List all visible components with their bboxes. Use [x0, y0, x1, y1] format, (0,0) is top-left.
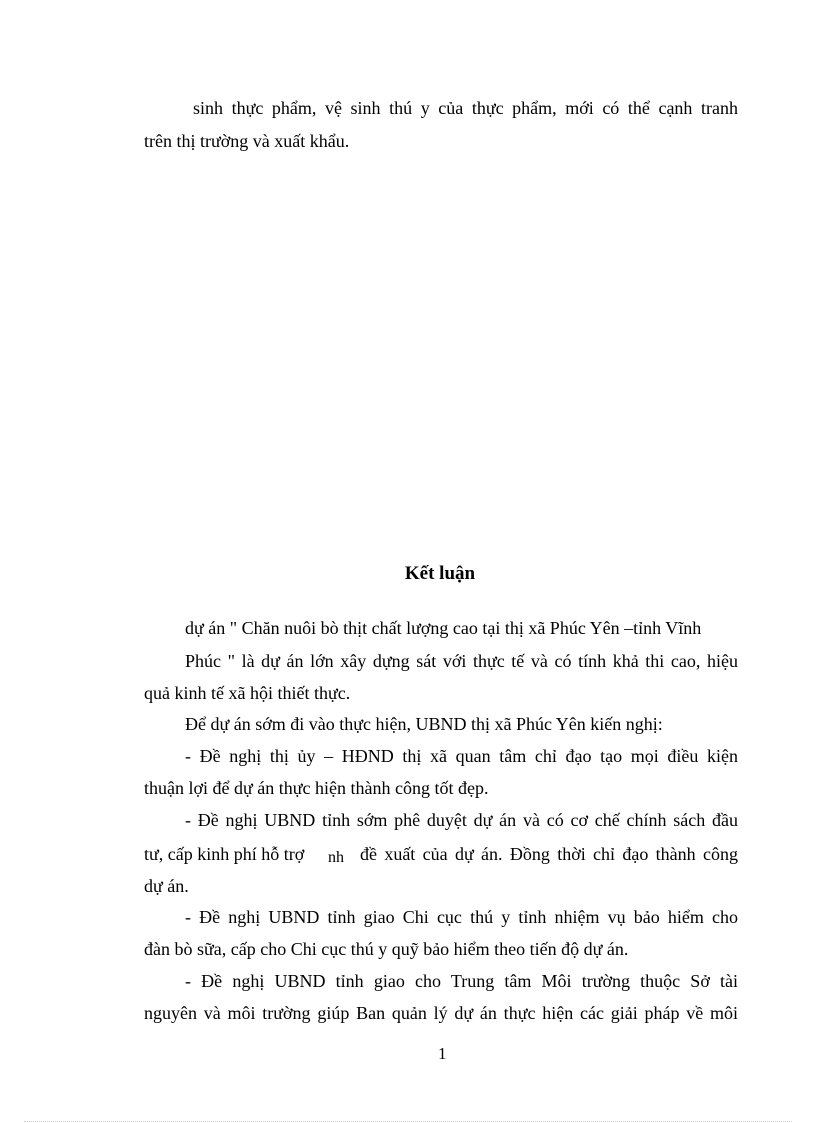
conclusion-p5-line-2: đàn bò sữa, cấp cho Chi cục thú y quỹ bảo hiểm theo tiến độ dự án. — [144, 939, 629, 959]
conclusion-p5-line-1: - Đề nghị UBND tỉnh giao Chi cục thú y tỉnh nhiệm vụ bảo hiểm cho — [185, 907, 738, 927]
conclusion-p6-line-1: - Đề nghị UBND tỉnh giao cho Trung tâm Môi trường thuộc Sở tài — [185, 971, 738, 991]
conclusion-p1-line-3: quả kinh tế xã hội thiết thực. — [144, 683, 351, 703]
conclusion-p4-line-2-fragment: nh — [328, 849, 344, 866]
conclusion-p3-line-2: thuận lợi để dự án thực hiện thành công tốt đẹp. — [144, 778, 489, 798]
page-bottom-divider — [24, 1121, 792, 1122]
conclusion-p4-line-3: dự án. — [144, 876, 189, 896]
conclusion-p2-line-1: Để dự án sớm đi vào thực hiện, UBND thị xã Phúc Yên kiến nghị: — [185, 714, 663, 734]
conclusion-p4-line-2b: đề xuất của dự án. Đồng thời chỉ đạo thành công — [360, 844, 738, 864]
conclusion-p4-line-2a: tư, cấp kinh phí hỗ trợ — [144, 844, 305, 864]
conclusion-p3-line-1: - Đề nghị thị ủy – HĐND thị xã quan tâm chỉ đạo tạo mọi điều kiện — [185, 746, 738, 766]
conclusion-p1-line-1: dự án " Chăn nuôi bò thịt chất lượng cao tại thị xã Phúc Yên –tỉnh Vĩnh — [185, 618, 702, 638]
conclusion-p4-line-1: - Đề nghị UBND tỉnh sớm phê duyệt dự án và có cơ chế chính sách đầu — [185, 810, 738, 830]
conclusion-title: Kết luận — [404, 563, 476, 584]
page-number: 1 — [438, 1044, 447, 1063]
conclusion-p6-line-2: nguyên và môi trường giúp Ban quản lý dự án thực hiện các giải pháp về môi — [144, 1003, 738, 1023]
conclusion-p1-line-2: Phúc " là dự án lớn xây dựng sát với thực tế và có tính khả thi cao, hiệu — [185, 651, 738, 671]
top-paragraph-line-1: sinh thực phẩm, vệ sinh thú y của thực phẩm, mới có thể cạnh tranh — [193, 98, 738, 118]
top-paragraph-line-2: trên thị trường và xuất khẩu. — [144, 131, 350, 151]
